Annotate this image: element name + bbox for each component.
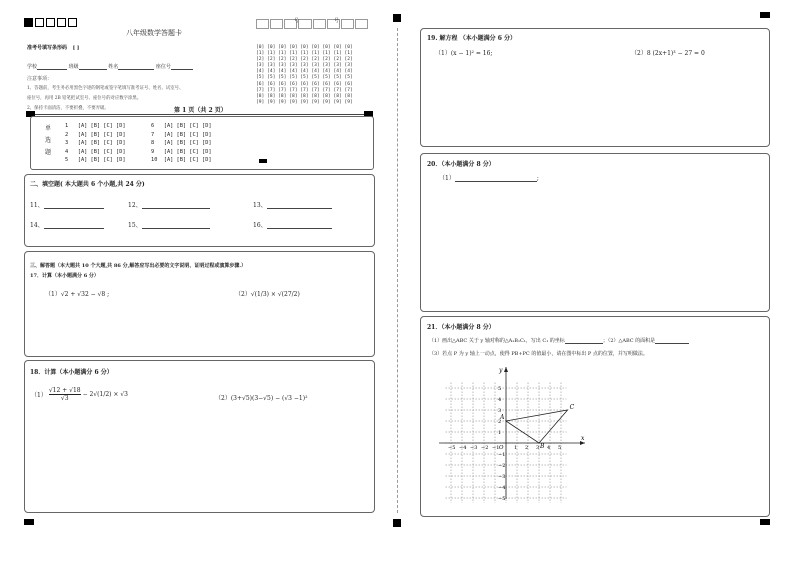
x-tick-label: 3 bbox=[536, 445, 540, 451]
choice-row[interactable]: 3 [A] [B] [C] [D] bbox=[65, 140, 126, 147]
id-bubble-row[interactable]: [4] [4] [4] [4] [4] [4] [4] [4] [4] bbox=[256, 69, 353, 75]
y-tick-label: −3 bbox=[498, 474, 506, 480]
square-empty-icon bbox=[35, 18, 44, 27]
fill-item bbox=[253, 220, 332, 229]
y-tick-label: −4 bbox=[498, 485, 506, 491]
corner-mark-icon bbox=[24, 519, 34, 525]
x-tick-label: −5 bbox=[448, 445, 456, 451]
id-bubble-row[interactable]: [2] [2] [2] [2] [2] [2] [2] [2] [2] bbox=[256, 57, 353, 63]
notice-1b: 座位号，再用 2B 铅笔把试室号、座位号的对应数字涂黑。 bbox=[27, 96, 142, 101]
q20-part1-end: ; bbox=[536, 175, 539, 182]
id-bubble-row[interactable]: [7] [7] [7] [7] [7] [7] [7] [7] [7] bbox=[256, 87, 353, 93]
q20-part1 bbox=[439, 173, 539, 182]
corner-mark-icon bbox=[760, 519, 770, 525]
choice-row[interactable]: 10 [A] [B] [C] [D] bbox=[151, 157, 212, 164]
square-filled-icon bbox=[24, 18, 33, 27]
choice-row[interactable]: 9 [A] [B] [C] [D] bbox=[151, 148, 212, 155]
choice-row[interactable]: 8 [A] [B] [C] [D] bbox=[151, 140, 212, 147]
fill-item bbox=[253, 200, 332, 209]
x-axis-label: x bbox=[581, 435, 585, 442]
id-bubble-row[interactable]: [6] [6] [6] [6] [6] [6] [6] [6] [6] bbox=[256, 81, 353, 87]
fold-divider bbox=[397, 28, 399, 513]
x-tick-label: −4 bbox=[459, 445, 467, 451]
q21-area-field[interactable] bbox=[655, 343, 689, 344]
fill-item-label: 12、 bbox=[128, 202, 142, 209]
q18-part2-label: （2） bbox=[215, 395, 231, 402]
q18-numerator: √12 + √18 bbox=[48, 387, 81, 394]
x-tick-label: −1 bbox=[492, 445, 500, 451]
student-info-row bbox=[27, 63, 193, 70]
class-field[interactable] bbox=[79, 69, 107, 70]
choice-row[interactable]: 4 [A] [B] [C] [D] bbox=[65, 148, 126, 155]
q21-part1-text: （1）画出△ABC 关于 y 轴对称的△A₁B₁C₁，写出 C₁ 的坐标 bbox=[429, 338, 565, 344]
seat-label: 座位号 bbox=[155, 64, 171, 70]
corner-mark-icon bbox=[760, 12, 770, 18]
y-tick-label: 2 bbox=[498, 419, 502, 425]
id-bubble-row[interactable]: [3] [3] [3] [3] [3] [3] [3] [3] [3] bbox=[256, 63, 353, 69]
id-grid-head bbox=[256, 19, 368, 29]
fill-item bbox=[128, 200, 210, 209]
fill-answer-field[interactable] bbox=[44, 208, 104, 209]
x-tick-label: −2 bbox=[481, 445, 489, 451]
q21-part2-text: ；（2）△ABC 的面积是 bbox=[602, 338, 656, 344]
x-tick-label: −3 bbox=[470, 445, 478, 451]
corner-mark-icon bbox=[393, 14, 401, 22]
fill-item-label: 13、 bbox=[253, 202, 267, 209]
choice-label-char: 单 bbox=[45, 125, 52, 132]
id-bubble-row[interactable]: [1] [1] [1] [1] [1] [1] [1] [1] [1] bbox=[256, 51, 353, 57]
id-box[interactable] bbox=[270, 19, 283, 29]
triangle-outline bbox=[506, 410, 568, 443]
choice-rows-right[interactable] bbox=[151, 122, 212, 165]
q21-part1 bbox=[429, 337, 689, 344]
q21-title: 21．（本小题满分 8 分） bbox=[427, 324, 495, 331]
q17-part1 bbox=[45, 289, 109, 298]
exam-id-text: 准考号填写条形码 bbox=[27, 45, 68, 51]
q20-answer-field[interactable] bbox=[455, 181, 537, 182]
q20-section bbox=[420, 153, 770, 312]
choice-row[interactable]: 7 [A] [B] [C] [D] bbox=[151, 131, 212, 138]
notice-2: 2、保持卡面清洁，不要折叠，不要弄破。 bbox=[27, 106, 109, 111]
id-bubble-rows[interactable] bbox=[256, 45, 368, 106]
y-tick-label: 1 bbox=[498, 430, 502, 436]
header-squares bbox=[24, 12, 79, 31]
choice-label-char: 题 bbox=[45, 149, 52, 156]
y-tick-label: 3 bbox=[498, 408, 502, 414]
q21-c1-field[interactable] bbox=[565, 343, 603, 344]
fill-item-label: 15、 bbox=[128, 222, 142, 229]
q18-part1-label: （1） bbox=[31, 392, 47, 399]
q17-part2-label: （2） bbox=[235, 291, 251, 298]
choice-label-char: 选 bbox=[45, 137, 52, 144]
point-label-a: A bbox=[500, 414, 505, 421]
fill-item bbox=[30, 220, 104, 229]
x-tick-label: 5 bbox=[558, 445, 562, 451]
id-bubble-row[interactable]: [0] [0] [0] [0] [0] [0] [0] [0] [0] bbox=[256, 45, 353, 50]
y-tick-label: −1 bbox=[498, 452, 506, 458]
id-box[interactable] bbox=[298, 19, 311, 29]
q17-title: 17．计算（本小题满分 6 分） bbox=[30, 273, 99, 279]
q18-section bbox=[24, 360, 375, 513]
id-bubble-row[interactable]: [5] [5] [5] [5] [5] [5] [5] [5] [5] bbox=[256, 75, 353, 81]
fill-item bbox=[128, 220, 210, 229]
choice-row[interactable]: 5 [A] [B] [C] [D] bbox=[65, 157, 126, 164]
choice-row[interactable]: 1 [A] [B] [C] [D] bbox=[65, 123, 126, 129]
exam-id-label bbox=[27, 44, 79, 51]
id-grid bbox=[256, 19, 368, 106]
fill-title: 二、填空题( 本大题共 6 个小题,共 24 分) bbox=[30, 181, 145, 188]
fill-answer-field[interactable] bbox=[142, 208, 210, 209]
q17-part1-expr: √2 + √32 − √8 ; bbox=[60, 291, 110, 298]
q19-section bbox=[420, 28, 770, 147]
solve-title: 三、解答题（本大题共 10 个大题,共 86 分,解答应写出必要的文字说明、证明过程或演算步骤.） bbox=[30, 263, 247, 269]
choice-row[interactable]: 6 [A] [B] [C] [D] bbox=[151, 123, 212, 129]
page-info: 第 1 页（共 2 页） bbox=[174, 107, 227, 114]
id-box[interactable] bbox=[341, 19, 354, 29]
q20-title: 20．（本小题满分 8 分） bbox=[427, 161, 495, 168]
point-label-b: B bbox=[540, 443, 545, 450]
choice-mark-icon bbox=[259, 159, 267, 163]
q21-section bbox=[420, 316, 770, 517]
fill-answer-field[interactable] bbox=[44, 228, 104, 229]
square-empty-icon bbox=[57, 18, 66, 27]
coordinate-grid[interactable] bbox=[437, 363, 587, 503]
y-tick-label: 4 bbox=[498, 397, 502, 403]
y-tick-label: −5 bbox=[498, 496, 506, 502]
q19-part2: （2）8 (2x+1)³ − 27 = 0 bbox=[631, 50, 705, 57]
choice-rows-left[interactable] bbox=[65, 122, 126, 165]
q19-part1: （1）(x − 1)² = 16; bbox=[435, 50, 493, 57]
fill-answer-field[interactable] bbox=[142, 228, 210, 229]
fill-answer-field[interactable] bbox=[267, 228, 332, 229]
fill-item-label: 14、 bbox=[30, 222, 44, 229]
notice-1: 1、答题前，考生务必用黑色字迹的钢笔或签字笔填写准考证号、姓名、试室号、 bbox=[27, 86, 184, 91]
q17-part1-label: （1） bbox=[45, 291, 61, 298]
fill-section bbox=[24, 174, 375, 247]
id-box[interactable] bbox=[313, 19, 326, 29]
point-label-c: C bbox=[569, 404, 575, 411]
square-empty-icon bbox=[68, 18, 77, 27]
solve-section bbox=[24, 251, 375, 357]
x-tick-label: 1 bbox=[514, 445, 518, 451]
seat-field[interactable] bbox=[171, 69, 193, 70]
id-box[interactable] bbox=[256, 19, 269, 29]
y-tick-label: −2 bbox=[498, 463, 506, 469]
class-label: 班级 bbox=[68, 64, 79, 70]
q18-title: 18．计算（本小题满分 6 分） bbox=[30, 369, 113, 376]
name-field[interactable] bbox=[118, 69, 154, 70]
fill-item bbox=[30, 200, 104, 209]
choice-section bbox=[30, 116, 374, 170]
q18-part1 bbox=[31, 387, 128, 402]
id-col-label: 号 bbox=[294, 18, 300, 24]
y-tick-label: 5 bbox=[498, 386, 502, 392]
q18-part2-expr: (3+√5)(3−√5) − (√3 −1)² bbox=[230, 395, 308, 402]
id-bubble-row[interactable]: [9] [9] [9] [9] [9] [9] [9] [9] [9] bbox=[256, 99, 353, 105]
id-bubble-row[interactable]: [8] [8] [8] [8] [8] [8] [8] [8] [8] bbox=[256, 93, 353, 99]
origin-label: O bbox=[499, 445, 504, 451]
fill-answer-field[interactable] bbox=[267, 208, 332, 209]
choice-row[interactable]: 2 [A] [B] [C] [D] bbox=[65, 131, 126, 138]
square-empty-icon bbox=[46, 18, 55, 27]
q18-fraction bbox=[49, 387, 81, 402]
q18-part1-rest: − 2√(1/2) × √3 bbox=[82, 391, 128, 398]
y-axis-label: y bbox=[499, 367, 503, 374]
fill-item-label: 11、 bbox=[30, 202, 44, 209]
y-axis-arrow-icon bbox=[504, 367, 508, 372]
divider-line bbox=[32, 114, 367, 115]
school-label: 学校 bbox=[27, 64, 38, 70]
x-tick-label: 4 bbox=[547, 445, 551, 451]
q21-part3: （3）若点 P 为 y 轴上一动点，使得 PB+PC 的值最小，请在图中标出 P 点的位置，并写明做法。 bbox=[429, 351, 648, 357]
corner-mark-icon bbox=[393, 519, 401, 527]
q17-part2-expr: √(1/3) × √(27/2) bbox=[250, 291, 300, 298]
q20-part1-label: （1） bbox=[439, 175, 455, 182]
q18-part2 bbox=[215, 393, 307, 402]
choice-section-label bbox=[45, 123, 51, 159]
x-tick-label: 2 bbox=[525, 445, 529, 451]
fill-item-label: 16、 bbox=[253, 222, 267, 229]
exam-id-bracket[interactable]: [ ] bbox=[72, 45, 80, 51]
name-label: 姓名 bbox=[108, 64, 119, 70]
q17-part2 bbox=[235, 289, 300, 298]
q18-denominator: √3 bbox=[60, 395, 69, 402]
id-box[interactable] bbox=[355, 19, 368, 29]
school-field[interactable] bbox=[37, 69, 67, 70]
id-col-label: 号 bbox=[334, 18, 340, 24]
notice-title: 注意事项： bbox=[27, 76, 53, 82]
q19-title: 19. 解方程 （本小题满分 6 分） bbox=[427, 35, 516, 42]
card-title: 八年级数学答题卡 bbox=[126, 29, 182, 37]
